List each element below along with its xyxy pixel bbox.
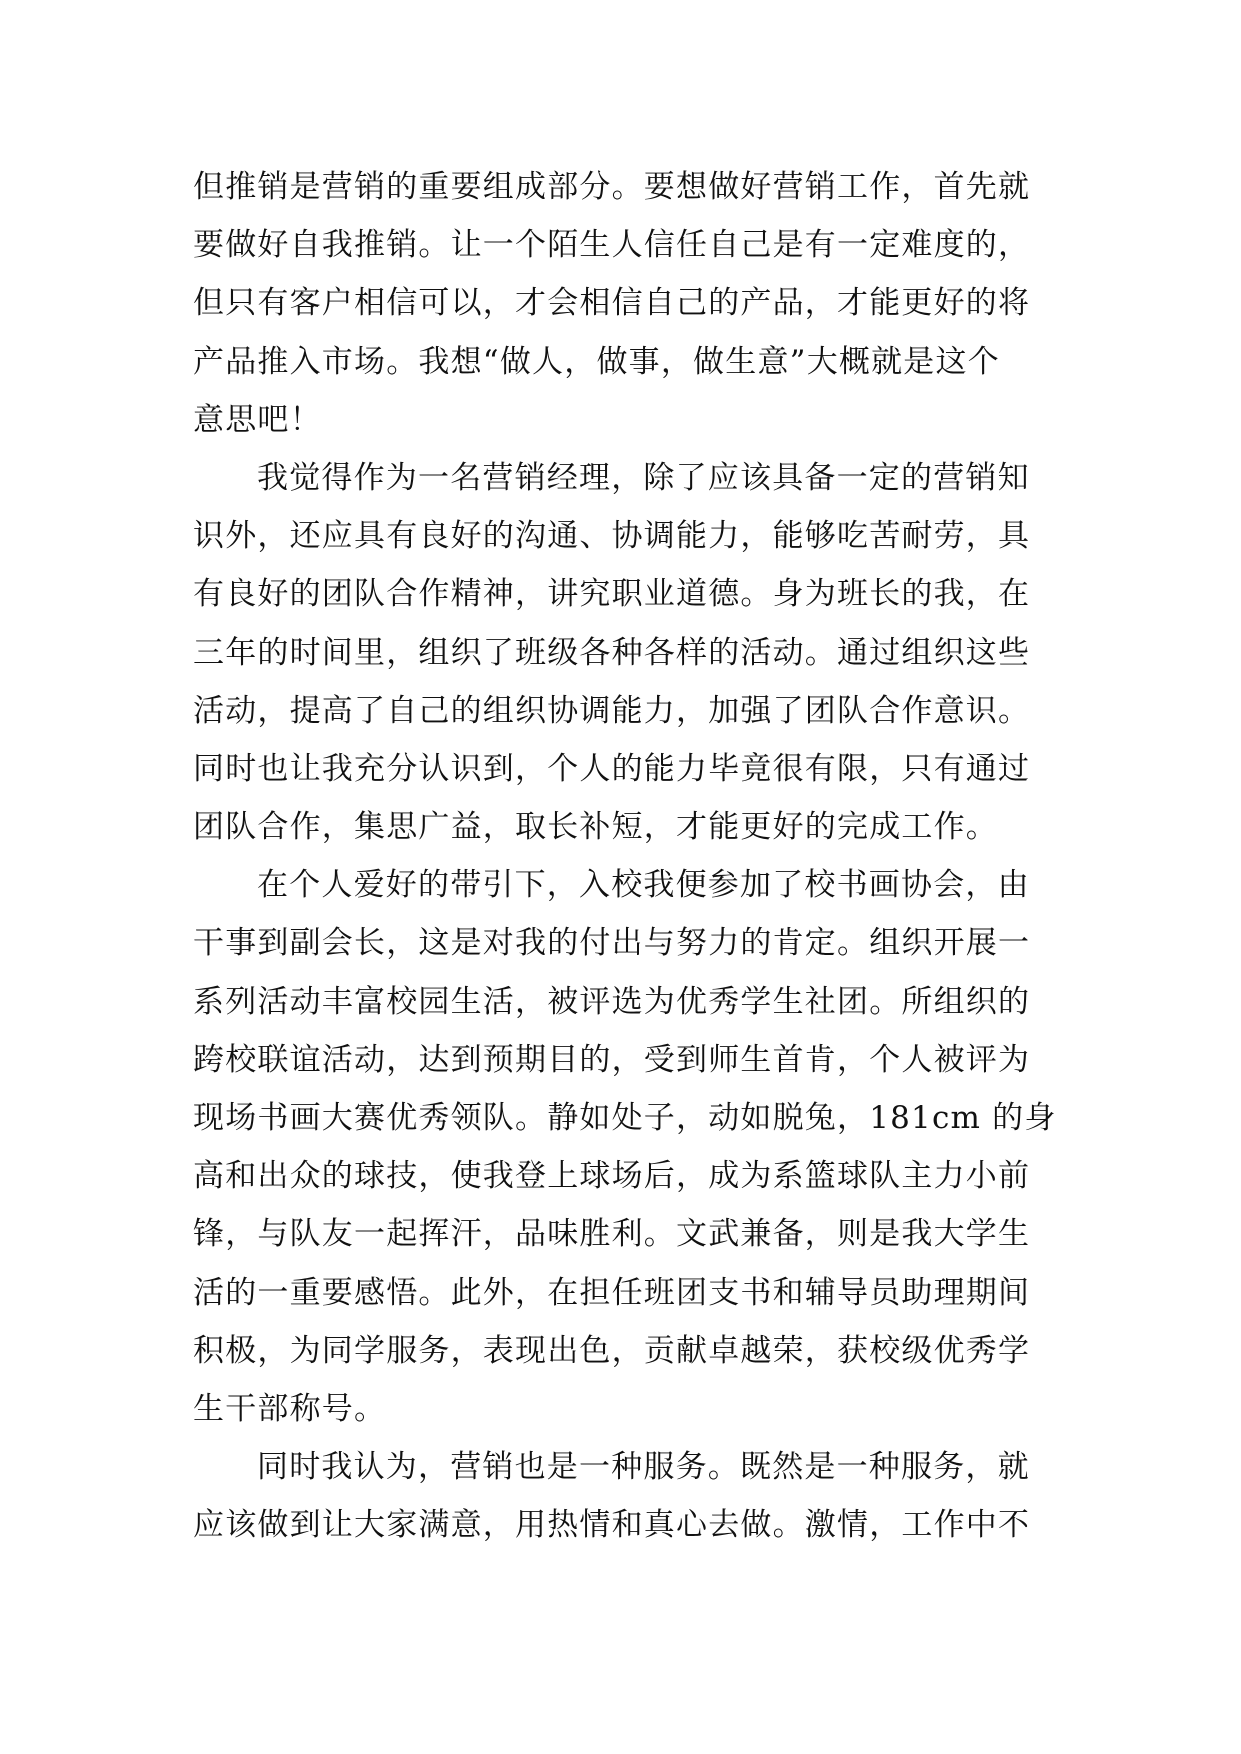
text-line: 活动，提高了自己的组织协调能力，加强了团队合作意识。 [193, 692, 1031, 729]
text-line: 锋，与队友一起挥汗，品味胜利。文武兼备，则是我大学生 [193, 1216, 1031, 1253]
text-line: 现场书画大赛优秀领队。静如处子，动如脱兔，181cm 的身 [193, 1100, 1057, 1136]
text-line: 意思吧！ [193, 401, 322, 438]
text-line: 应该做到让大家满意，用热情和真心去做。激情，工作中不 [193, 1507, 1031, 1544]
text-line: 系列活动丰富校园生活，被评选为优秀学生社团。所组织的 [193, 983, 1031, 1020]
text-line: 但推销是营销的重要组成部分。要想做好营销工作，首先就 [193, 169, 1031, 205]
text-line: 跨校联谊活动，达到预期目的，受到师生首肯，个人被评为 [193, 1041, 1031, 1078]
paragraph-first-line: 同时我认为，营销也是一种服务。既然是一种服务，就 [257, 1449, 1030, 1486]
text-line: 同时也让我充分认识到，个人的能力毕竟很有限，只有通过 [193, 750, 1031, 787]
text-line: 识外，还应具有良好的沟通、协调能力，能够吃苦耐劳，具 [193, 518, 1031, 555]
text-line: 高和出众的球技，使我登上球场后，成为系篮球队主力小前 [193, 1158, 1031, 1195]
text-line: 产品推入市场。我想“做人，做事，做生意”大概就是这个 [193, 343, 1000, 380]
text-line: 有良好的团队合作精神，讲究职业道德。身为班长的我，在 [193, 576, 1031, 613]
text-line: 生干部称号。 [193, 1390, 387, 1427]
text-line: 三年的时间里，组织了班级各种各样的活动。通过组织这些 [193, 634, 1031, 671]
text-line: 积极，为同学服务，表现出色，贡献卓越荣，获校级优秀学 [193, 1332, 1031, 1369]
paragraph-first-line: 我觉得作为一名营销经理，除了应该具备一定的营销知 [257, 459, 1030, 496]
text-line: 要做好自我推销。让一个陌生人信任自己是有一定难度的， [193, 227, 1031, 264]
text-line: 团队合作，集思广益，取长补短，才能更好的完成工作。 [193, 809, 998, 846]
paragraph-first-line: 在个人爱好的带引下，入校我便参加了校书画协会，由 [257, 867, 1030, 904]
text-line: 干事到副会长，这是对我的付出与努力的肯定。组织开展一 [193, 925, 1031, 962]
text-line: 但只有客户相信可以，才会相信自己的产品，才能更好的将 [193, 285, 1031, 322]
text-line: 活的一重要感悟。此外，在担任班团支书和辅导员助理期间 [193, 1274, 1031, 1311]
document-body-text [193, 158, 1073, 1555]
